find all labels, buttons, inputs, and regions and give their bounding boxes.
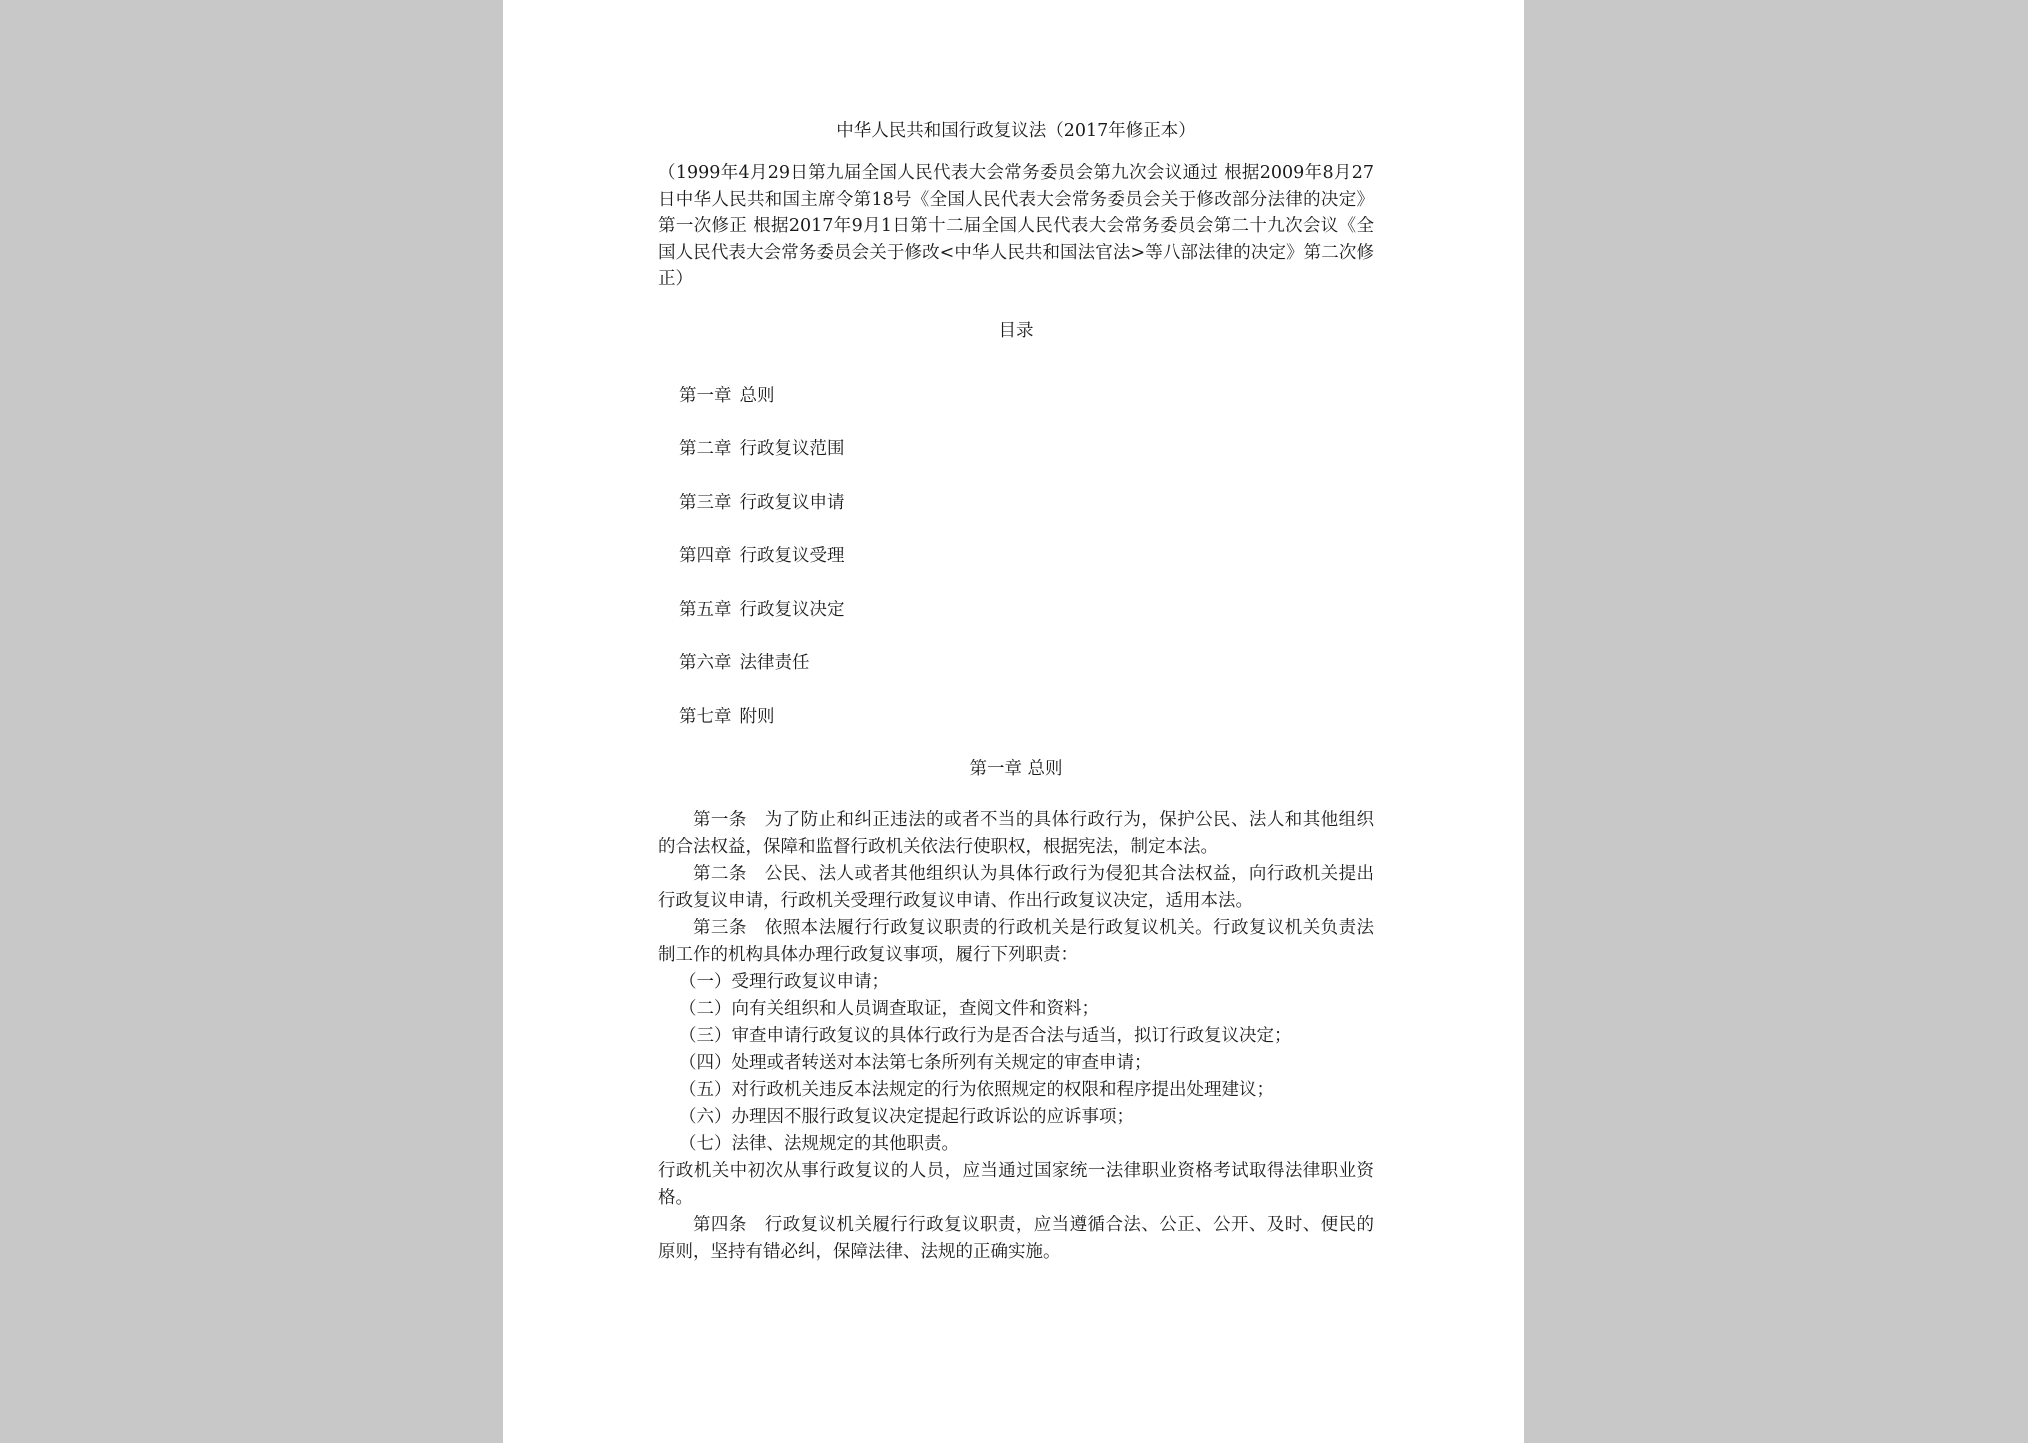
toc-item <box>679 436 1374 463</box>
toc-item-number: 第四章 <box>679 546 732 566</box>
toc-item-title: 法律责任 <box>739 653 810 673</box>
toc-item-number: 第一章 <box>679 385 732 406</box>
toc-item-number: 第五章 <box>679 599 732 620</box>
toc-item-number: 第三章 <box>679 492 732 513</box>
table-of-contents <box>658 383 1374 731</box>
article-3-tail: 行政机关中初次从事行政复议的人员，应当通过国家统一法律职业资格考试取得法律职业资格。 <box>658 1161 1374 1208</box>
article-3 <box>658 915 1374 969</box>
document-title: 中华人民共和国行政复议法（2017年修正本） <box>836 121 1196 141</box>
article-3-item: （一）受理行政复议申请； <box>679 972 889 992</box>
toc-item-title: 总则 <box>739 385 775 406</box>
article-3-item: （四）处理或者转送对本法第七条所列有关规定的审查申请； <box>679 1053 1152 1073</box>
article-text: 为了防止和纠正违法的或者不当的具体行政行为，保护公民、法人和其他组织的合法权益，保障和监督行政机关依法行使职权，根据宪法，制定本法。 <box>658 810 1375 857</box>
article-3-item: （二）向有关组织和人员调查取证，查阅文件和资料； <box>679 999 1099 1019</box>
article-2 <box>658 861 1374 915</box>
toc-item <box>679 383 1374 410</box>
toc-item-title: 附则 <box>739 706 775 727</box>
toc-item-title: 行政复议申请 <box>739 492 845 513</box>
toc-item-title: 行政复议受理 <box>739 546 845 566</box>
article-3-item: （五）对行政机关违反本法规定的行为依照规定的权限和程序提出处理建议； <box>679 1080 1274 1100</box>
article-3-item: （七）法律、法规规定的其他职责。 <box>679 1134 959 1154</box>
toc-item-title: 行政复议决定 <box>739 599 845 620</box>
amendment-note: （1999年4月29日第九届全国人民代表大会常务委员会第九次会议通过 根据2009年8月27日中华人民共和国主席令第18号《全国人民代表大会常务委员会关于修改部分法律的决定》第一次修正 根据2017年9月1日第十二届全国人民代表大会常务委员会第二十九次会议《全国人民代表大会常务委员会关于修改<中华人民共和国法官法>等八部法律的决定》第二次修正） <box>658 163 1374 289</box>
toc-item-number: 第六章 <box>679 653 732 673</box>
toc-item-number: 第二章 <box>679 439 732 459</box>
article-text: 公民、法人或者其他组织认为具体行政行为侵犯其合法权益，向行政机关提出行政复议申请，行政机关受理行政复议申请、作出行政复议决定，适用本法。 <box>658 864 1375 911</box>
document-content <box>658 118 1374 1266</box>
article-4 <box>658 1212 1374 1266</box>
toc-item <box>679 597 1374 624</box>
toc-item-number: 第七章 <box>679 706 732 727</box>
article-1 <box>658 807 1374 861</box>
toc-item <box>679 704 1374 731</box>
document-page <box>503 0 1524 1443</box>
article-number: 第三条 <box>693 918 747 938</box>
chapter-heading: 第一章 总则 <box>969 759 1063 779</box>
article-text: 行政复议机关履行行政复议职责，应当遵循合法、公正、公开、及时、便民的原则，坚持有错必纠，保障法律、法规的正确实施。 <box>658 1215 1375 1262</box>
article-number: 第一条 <box>693 810 747 830</box>
article-text: 依照本法履行行政复议职责的行政机关是行政复议机关。行政复议机关负责法制工作的机构具体办理行政复议事项，履行下列职责： <box>658 918 1375 965</box>
toc-item <box>679 650 1374 677</box>
article-3-item: （六）办理因不服行政复议决定提起行政诉讼的应诉事项； <box>679 1107 1134 1127</box>
toc-item <box>679 490 1374 517</box>
article-3-item: （三）审查申请行政复议的具体行政行为是否合法与适当，拟订行政复议决定； <box>679 1026 1292 1046</box>
article-number: 第二条 <box>693 864 747 884</box>
toc-item-title: 行政复议范围 <box>739 439 845 459</box>
toc-item <box>679 543 1374 570</box>
article-number: 第四条 <box>693 1215 747 1235</box>
toc-heading: 目录 <box>998 320 1034 341</box>
